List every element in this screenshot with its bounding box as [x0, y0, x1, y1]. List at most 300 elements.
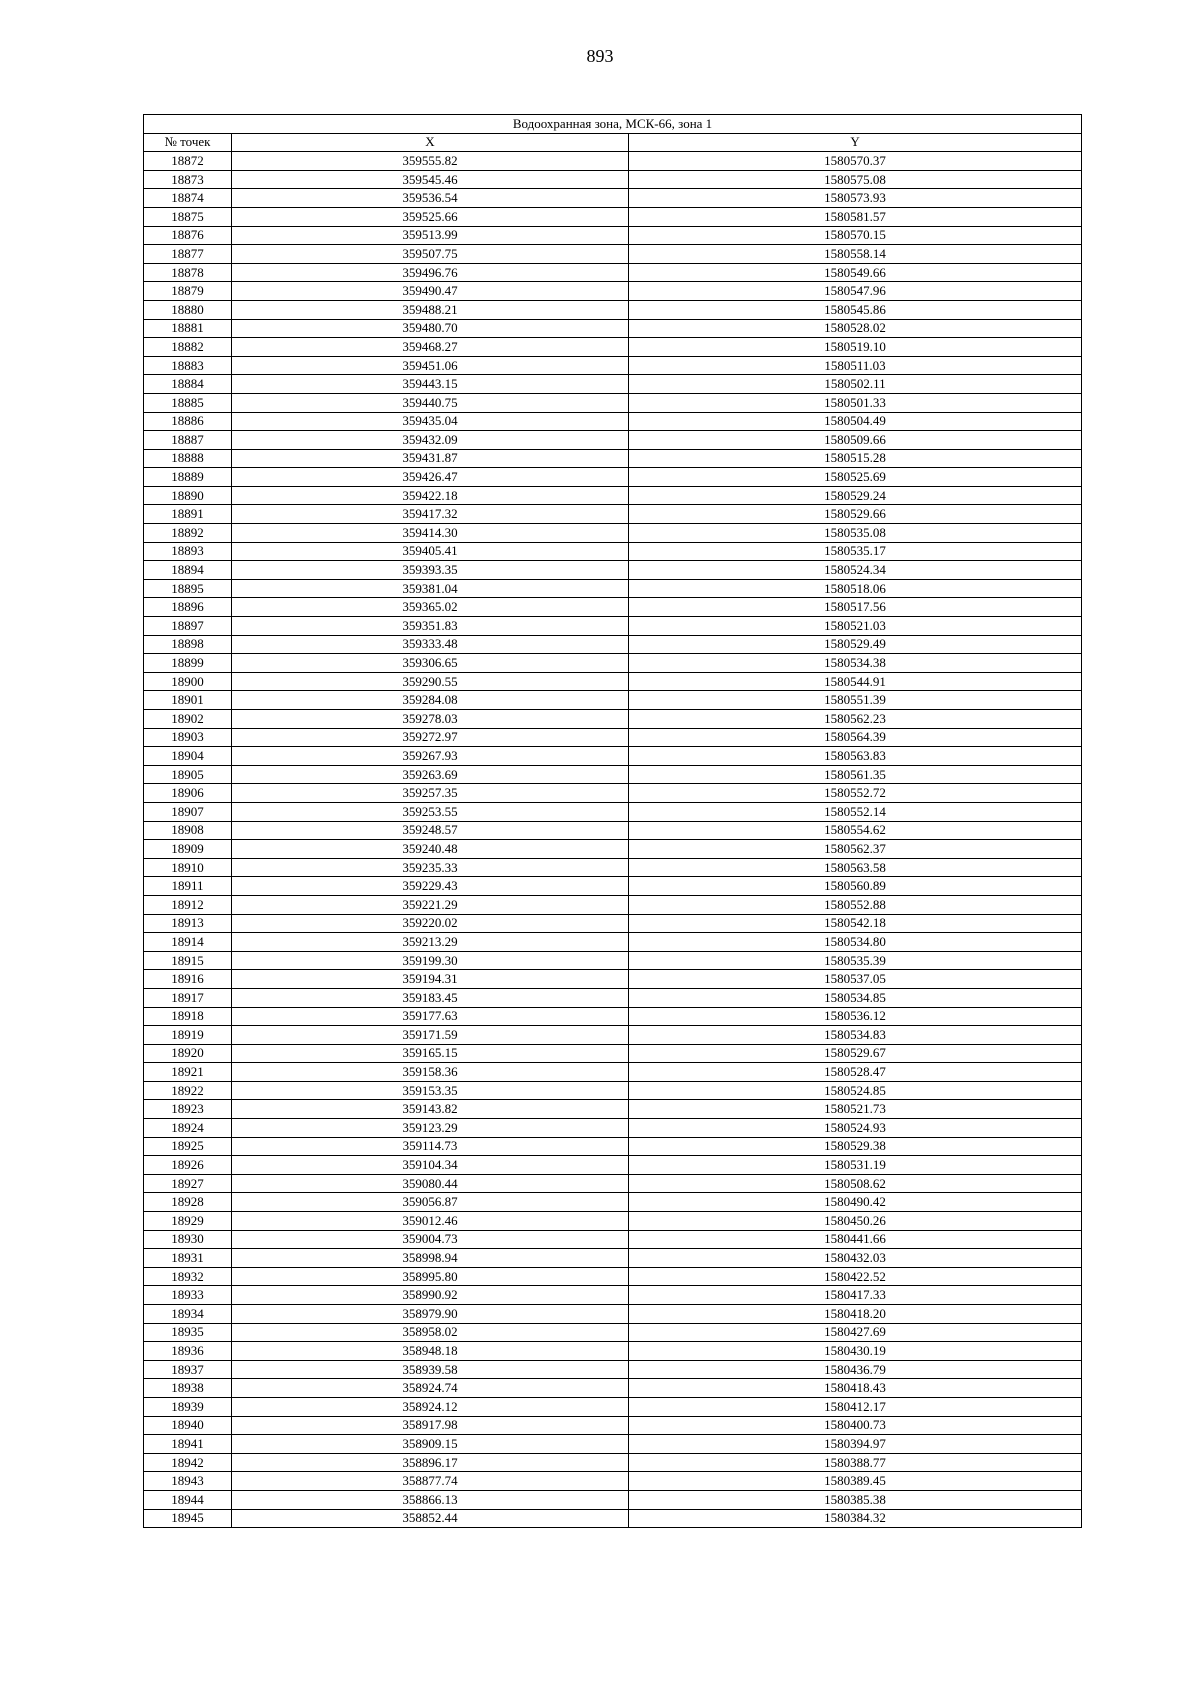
y-coordinate-cell: 1580524.93 [629, 1119, 1082, 1138]
table-row [144, 1137, 1082, 1156]
table-row [144, 1212, 1082, 1231]
table-row [144, 1174, 1082, 1193]
point-number-cell: 18918 [144, 1007, 232, 1026]
x-coordinate-cell: 359451.06 [232, 356, 629, 375]
y-coordinate-cell: 1580547.96 [629, 282, 1082, 301]
y-coordinate-cell: 1580511.03 [629, 356, 1082, 375]
table-row [144, 1379, 1082, 1398]
y-coordinate-cell: 1580528.47 [629, 1063, 1082, 1082]
table-row [144, 170, 1082, 189]
y-coordinate-cell: 1580570.37 [629, 152, 1082, 171]
y-coordinate-cell: 1580558.14 [629, 245, 1082, 264]
table-row [144, 1360, 1082, 1379]
y-coordinate-cell: 1580525.69 [629, 468, 1082, 487]
y-coordinate-cell: 1580549.66 [629, 263, 1082, 282]
y-coordinate-cell: 1580552.14 [629, 802, 1082, 821]
y-coordinate-cell: 1580412.17 [629, 1397, 1082, 1416]
point-number-cell: 18909 [144, 840, 232, 859]
point-number-cell: 18901 [144, 691, 232, 710]
y-coordinate-cell: 1580544.91 [629, 672, 1082, 691]
y-coordinate-cell: 1580536.12 [629, 1007, 1082, 1026]
y-coordinate-cell: 1580561.35 [629, 765, 1082, 784]
point-number-cell: 18917 [144, 988, 232, 1007]
x-coordinate-cell: 359426.47 [232, 468, 629, 487]
table-row [144, 1397, 1082, 1416]
x-coordinate-cell: 359272.97 [232, 728, 629, 747]
x-coordinate-cell: 359165.15 [232, 1044, 629, 1063]
point-number-cell: 18899 [144, 654, 232, 673]
point-number-cell: 18930 [144, 1230, 232, 1249]
y-coordinate-cell: 1580531.19 [629, 1156, 1082, 1175]
point-number-cell: 18934 [144, 1305, 232, 1324]
y-coordinate-cell: 1580524.85 [629, 1081, 1082, 1100]
table-row [144, 1342, 1082, 1361]
point-number-cell: 18931 [144, 1249, 232, 1268]
table-row [144, 914, 1082, 933]
point-number-cell: 18942 [144, 1453, 232, 1472]
table-row [144, 1249, 1082, 1268]
x-coordinate-cell: 359278.03 [232, 710, 629, 729]
point-number-cell: 18912 [144, 895, 232, 914]
y-coordinate-cell: 1580519.10 [629, 338, 1082, 357]
point-number-cell: 18883 [144, 356, 232, 375]
x-coordinate-cell: 359488.21 [232, 300, 629, 319]
y-coordinate-cell: 1580388.77 [629, 1453, 1082, 1472]
point-number-cell: 18944 [144, 1490, 232, 1509]
point-number-cell: 18872 [144, 152, 232, 171]
x-coordinate-cell: 359123.29 [232, 1119, 629, 1138]
table-row [144, 300, 1082, 319]
table-row [144, 1007, 1082, 1026]
y-coordinate-cell: 1580417.33 [629, 1286, 1082, 1305]
table-row [144, 784, 1082, 803]
y-coordinate-cell: 1580560.89 [629, 877, 1082, 896]
x-coordinate-cell: 358896.17 [232, 1453, 629, 1472]
table-caption-row [144, 115, 1082, 134]
table-row [144, 1267, 1082, 1286]
y-coordinate-cell: 1580564.39 [629, 728, 1082, 747]
point-number-cell: 18929 [144, 1212, 232, 1231]
table-row [144, 1286, 1082, 1305]
table-row [144, 468, 1082, 487]
table-row [144, 858, 1082, 877]
point-number-cell: 18875 [144, 207, 232, 226]
y-coordinate-cell: 1580562.37 [629, 840, 1082, 859]
x-coordinate-cell: 359229.43 [232, 877, 629, 896]
table-row [144, 598, 1082, 617]
table-row [144, 895, 1082, 914]
y-coordinate-cell: 1580535.17 [629, 542, 1082, 561]
point-number-cell: 18886 [144, 412, 232, 431]
point-number-cell: 18897 [144, 617, 232, 636]
y-coordinate-cell: 1580524.34 [629, 561, 1082, 580]
table-row [144, 617, 1082, 636]
x-coordinate-cell: 359194.31 [232, 970, 629, 989]
x-coordinate-cell: 358948.18 [232, 1342, 629, 1361]
x-coordinate-cell: 359183.45 [232, 988, 629, 1007]
coordinates-table [143, 114, 1082, 1528]
x-coordinate-cell: 359177.63 [232, 1007, 629, 1026]
table-row [144, 951, 1082, 970]
x-coordinate-cell: 359381.04 [232, 579, 629, 598]
point-number-cell: 18913 [144, 914, 232, 933]
table-row [144, 282, 1082, 301]
x-coordinate-cell: 358979.90 [232, 1305, 629, 1324]
y-coordinate-cell: 1580563.83 [629, 747, 1082, 766]
x-coordinate-cell: 359555.82 [232, 152, 629, 171]
x-coordinate-cell: 358990.92 [232, 1286, 629, 1305]
point-number-cell: 18936 [144, 1342, 232, 1361]
table-row [144, 1100, 1082, 1119]
y-coordinate-cell: 1580521.73 [629, 1100, 1082, 1119]
table-row [144, 245, 1082, 264]
table-row [144, 226, 1082, 245]
x-coordinate-cell: 359431.87 [232, 449, 629, 468]
table-row [144, 765, 1082, 784]
point-number-cell: 18895 [144, 579, 232, 598]
point-number-cell: 18898 [144, 635, 232, 654]
y-coordinate-cell: 1580535.08 [629, 524, 1082, 543]
y-coordinate-cell: 1580422.52 [629, 1267, 1082, 1286]
x-coordinate-cell: 359171.59 [232, 1026, 629, 1045]
y-coordinate-cell: 1580521.03 [629, 617, 1082, 636]
x-coordinate-cell: 358924.12 [232, 1397, 629, 1416]
point-number-cell: 18923 [144, 1100, 232, 1119]
x-coordinate-cell: 358877.74 [232, 1472, 629, 1491]
column-header-point-number: № точек [144, 133, 232, 152]
table-row [144, 1193, 1082, 1212]
point-number-cell: 18926 [144, 1156, 232, 1175]
y-coordinate-cell: 1580570.15 [629, 226, 1082, 245]
x-coordinate-cell: 359417.32 [232, 505, 629, 524]
x-coordinate-cell: 358939.58 [232, 1360, 629, 1379]
table-row [144, 635, 1082, 654]
y-coordinate-cell: 1580573.93 [629, 189, 1082, 208]
table-row [144, 505, 1082, 524]
y-coordinate-cell: 1580400.73 [629, 1416, 1082, 1435]
y-coordinate-cell: 1580502.11 [629, 375, 1082, 394]
x-coordinate-cell: 359414.30 [232, 524, 629, 543]
table-row [144, 152, 1082, 171]
table-row [144, 1509, 1082, 1528]
y-coordinate-cell: 1580518.06 [629, 579, 1082, 598]
table-row [144, 579, 1082, 598]
y-coordinate-cell: 1580529.24 [629, 486, 1082, 505]
table-row [144, 393, 1082, 412]
table-row [144, 524, 1082, 543]
table-row [144, 710, 1082, 729]
x-coordinate-cell: 359468.27 [232, 338, 629, 357]
y-coordinate-cell: 1580545.86 [629, 300, 1082, 319]
table-row [144, 1435, 1082, 1454]
table-row [144, 747, 1082, 766]
x-coordinate-cell: 359080.44 [232, 1174, 629, 1193]
table-row [144, 1081, 1082, 1100]
point-number-cell: 18932 [144, 1267, 232, 1286]
x-coordinate-cell: 359490.47 [232, 282, 629, 301]
table-row [144, 1156, 1082, 1175]
y-coordinate-cell: 1580552.72 [629, 784, 1082, 803]
point-number-cell: 18894 [144, 561, 232, 580]
point-number-cell: 18938 [144, 1379, 232, 1398]
x-coordinate-cell: 359536.54 [232, 189, 629, 208]
x-coordinate-cell: 359306.65 [232, 654, 629, 673]
x-coordinate-cell: 359153.35 [232, 1081, 629, 1100]
table-row [144, 561, 1082, 580]
page-number: 893 [586, 46, 614, 66]
y-coordinate-cell: 1580515.28 [629, 449, 1082, 468]
y-coordinate-cell: 1580508.62 [629, 1174, 1082, 1193]
point-number-cell: 18922 [144, 1081, 232, 1100]
x-coordinate-cell: 359056.87 [232, 1193, 629, 1212]
table-row [144, 412, 1082, 431]
point-number-cell: 18904 [144, 747, 232, 766]
x-coordinate-cell: 358995.80 [232, 1267, 629, 1286]
point-number-cell: 18937 [144, 1360, 232, 1379]
x-coordinate-cell: 359422.18 [232, 486, 629, 505]
x-coordinate-cell: 359290.55 [232, 672, 629, 691]
x-coordinate-cell: 359257.35 [232, 784, 629, 803]
point-number-cell: 18925 [144, 1137, 232, 1156]
y-coordinate-cell: 1580534.83 [629, 1026, 1082, 1045]
point-number-cell: 18877 [144, 245, 232, 264]
y-coordinate-cell: 1580529.66 [629, 505, 1082, 524]
x-coordinate-cell: 359235.33 [232, 858, 629, 877]
point-number-cell: 18928 [144, 1193, 232, 1212]
point-number-cell: 18890 [144, 486, 232, 505]
table-row [144, 207, 1082, 226]
table-row [144, 1230, 1082, 1249]
table-row [144, 1026, 1082, 1045]
x-coordinate-cell: 359525.66 [232, 207, 629, 226]
x-coordinate-cell: 359248.57 [232, 821, 629, 840]
y-coordinate-cell: 1580490.42 [629, 1193, 1082, 1212]
y-coordinate-cell: 1580441.66 [629, 1230, 1082, 1249]
table-caption: Водоохранная зона, МСК-66, зона 1 [144, 115, 1082, 134]
point-number-cell: 18910 [144, 858, 232, 877]
point-number-cell: 18915 [144, 951, 232, 970]
point-number-cell: 18887 [144, 431, 232, 450]
table-row [144, 1119, 1082, 1138]
point-number-cell: 18882 [144, 338, 232, 357]
table-row [144, 1063, 1082, 1082]
x-coordinate-cell: 359365.02 [232, 598, 629, 617]
table-row [144, 1323, 1082, 1342]
y-coordinate-cell: 1580551.39 [629, 691, 1082, 710]
x-coordinate-cell: 359432.09 [232, 431, 629, 450]
point-number-cell: 18893 [144, 542, 232, 561]
x-coordinate-cell: 359263.69 [232, 765, 629, 784]
point-number-cell: 18885 [144, 393, 232, 412]
table-row [144, 691, 1082, 710]
x-coordinate-cell: 359351.83 [232, 617, 629, 636]
table-row [144, 263, 1082, 282]
y-coordinate-cell: 1580427.69 [629, 1323, 1082, 1342]
y-coordinate-cell: 1580504.49 [629, 412, 1082, 431]
y-coordinate-cell: 1580563.58 [629, 858, 1082, 877]
x-coordinate-cell: 359393.35 [232, 561, 629, 580]
x-coordinate-cell: 358909.15 [232, 1435, 629, 1454]
table-row [144, 189, 1082, 208]
table-row [144, 933, 1082, 952]
x-coordinate-cell: 359480.70 [232, 319, 629, 338]
point-number-cell: 18900 [144, 672, 232, 691]
table-row [144, 1472, 1082, 1491]
x-coordinate-cell: 359114.73 [232, 1137, 629, 1156]
point-number-cell: 18896 [144, 598, 232, 617]
point-number-cell: 18880 [144, 300, 232, 319]
x-coordinate-cell: 359435.04 [232, 412, 629, 431]
point-number-cell: 18874 [144, 189, 232, 208]
x-coordinate-cell: 359143.82 [232, 1100, 629, 1119]
table-row [144, 486, 1082, 505]
point-number-cell: 18879 [144, 282, 232, 301]
point-number-cell: 18907 [144, 802, 232, 821]
point-number-cell: 18921 [144, 1063, 232, 1082]
point-number-cell: 18916 [144, 970, 232, 989]
y-coordinate-cell: 1580389.45 [629, 1472, 1082, 1491]
x-coordinate-cell: 359004.73 [232, 1230, 629, 1249]
point-number-cell: 18939 [144, 1397, 232, 1416]
x-coordinate-cell: 358866.13 [232, 1490, 629, 1509]
point-number-cell: 18884 [144, 375, 232, 394]
x-coordinate-cell: 359284.08 [232, 691, 629, 710]
x-coordinate-cell: 359440.75 [232, 393, 629, 412]
x-coordinate-cell: 359199.30 [232, 951, 629, 970]
table-row [144, 356, 1082, 375]
point-number-cell: 18920 [144, 1044, 232, 1063]
point-number-cell: 18905 [144, 765, 232, 784]
x-coordinate-cell: 358958.02 [232, 1323, 629, 1342]
table-row [144, 672, 1082, 691]
x-coordinate-cell: 359405.41 [232, 542, 629, 561]
column-header-x: X [232, 133, 629, 152]
x-coordinate-cell: 359496.76 [232, 263, 629, 282]
table-row [144, 375, 1082, 394]
y-coordinate-cell: 1580562.23 [629, 710, 1082, 729]
point-number-cell: 18873 [144, 170, 232, 189]
table-row [144, 1305, 1082, 1324]
point-number-cell: 18927 [144, 1174, 232, 1193]
y-coordinate-cell: 1580529.67 [629, 1044, 1082, 1063]
point-number-cell: 18889 [144, 468, 232, 487]
point-number-cell: 18943 [144, 1472, 232, 1491]
y-coordinate-cell: 1580418.20 [629, 1305, 1082, 1324]
point-number-cell: 18906 [144, 784, 232, 803]
table-row [144, 970, 1082, 989]
table-row [144, 988, 1082, 1007]
y-coordinate-cell: 1580542.18 [629, 914, 1082, 933]
table-row [144, 542, 1082, 561]
point-number-cell: 18933 [144, 1286, 232, 1305]
y-coordinate-cell: 1580528.02 [629, 319, 1082, 338]
table-row [144, 431, 1082, 450]
x-coordinate-cell: 358924.74 [232, 1379, 629, 1398]
point-number-cell: 18924 [144, 1119, 232, 1138]
y-coordinate-cell: 1580432.03 [629, 1249, 1082, 1268]
x-coordinate-cell: 359253.55 [232, 802, 629, 821]
x-coordinate-cell: 359443.15 [232, 375, 629, 394]
x-coordinate-cell: 359507.75 [232, 245, 629, 264]
y-coordinate-cell: 1580534.85 [629, 988, 1082, 1007]
y-coordinate-cell: 1580394.97 [629, 1435, 1082, 1454]
table-row [144, 802, 1082, 821]
point-number-cell: 18919 [144, 1026, 232, 1045]
x-coordinate-cell: 358917.98 [232, 1416, 629, 1435]
point-number-cell: 18892 [144, 524, 232, 543]
point-number-cell: 18940 [144, 1416, 232, 1435]
point-number-cell: 18888 [144, 449, 232, 468]
x-coordinate-cell: 359240.48 [232, 840, 629, 859]
point-number-cell: 18908 [144, 821, 232, 840]
y-coordinate-cell: 1580529.49 [629, 635, 1082, 654]
x-coordinate-cell: 359158.36 [232, 1063, 629, 1082]
point-number-cell: 18881 [144, 319, 232, 338]
y-coordinate-cell: 1580537.05 [629, 970, 1082, 989]
x-coordinate-cell: 359012.46 [232, 1212, 629, 1231]
x-coordinate-cell: 358998.94 [232, 1249, 629, 1268]
x-coordinate-cell: 358852.44 [232, 1509, 629, 1528]
y-coordinate-cell: 1580385.38 [629, 1490, 1082, 1509]
x-coordinate-cell: 359213.29 [232, 933, 629, 952]
table-row [144, 338, 1082, 357]
y-coordinate-cell: 1580575.08 [629, 170, 1082, 189]
y-coordinate-cell: 1580534.80 [629, 933, 1082, 952]
x-coordinate-cell: 359545.46 [232, 170, 629, 189]
table-row [144, 654, 1082, 673]
table-row [144, 877, 1082, 896]
table-row [144, 449, 1082, 468]
x-coordinate-cell: 359221.29 [232, 895, 629, 914]
y-coordinate-cell: 1580517.56 [629, 598, 1082, 617]
point-number-cell: 18914 [144, 933, 232, 952]
point-number-cell: 18945 [144, 1509, 232, 1528]
x-coordinate-cell: 359220.02 [232, 914, 629, 933]
point-number-cell: 18903 [144, 728, 232, 747]
point-number-cell: 18891 [144, 505, 232, 524]
y-coordinate-cell: 1580535.39 [629, 951, 1082, 970]
table-body [144, 152, 1082, 1528]
y-coordinate-cell: 1580418.43 [629, 1379, 1082, 1398]
table-row [144, 1044, 1082, 1063]
y-coordinate-cell: 1580509.66 [629, 431, 1082, 450]
table-row [144, 821, 1082, 840]
y-coordinate-cell: 1580436.79 [629, 1360, 1082, 1379]
table-row [144, 840, 1082, 859]
column-header-y: Y [629, 133, 1082, 152]
x-coordinate-cell: 359267.93 [232, 747, 629, 766]
point-number-cell: 18876 [144, 226, 232, 245]
y-coordinate-cell: 1580554.62 [629, 821, 1082, 840]
y-coordinate-cell: 1580384.32 [629, 1509, 1082, 1528]
y-coordinate-cell: 1580534.38 [629, 654, 1082, 673]
x-coordinate-cell: 359513.99 [232, 226, 629, 245]
point-number-cell: 18941 [144, 1435, 232, 1454]
point-number-cell: 18902 [144, 710, 232, 729]
point-number-cell: 18911 [144, 877, 232, 896]
point-number-cell: 18935 [144, 1323, 232, 1342]
table-row [144, 319, 1082, 338]
y-coordinate-cell: 1580552.88 [629, 895, 1082, 914]
x-coordinate-cell: 359104.34 [232, 1156, 629, 1175]
table-row [144, 1416, 1082, 1435]
table-row [144, 728, 1082, 747]
table-header-row [144, 133, 1082, 152]
x-coordinate-cell: 359333.48 [232, 635, 629, 654]
y-coordinate-cell: 1580430.19 [629, 1342, 1082, 1361]
table-row [144, 1453, 1082, 1472]
table-row [144, 1490, 1082, 1509]
